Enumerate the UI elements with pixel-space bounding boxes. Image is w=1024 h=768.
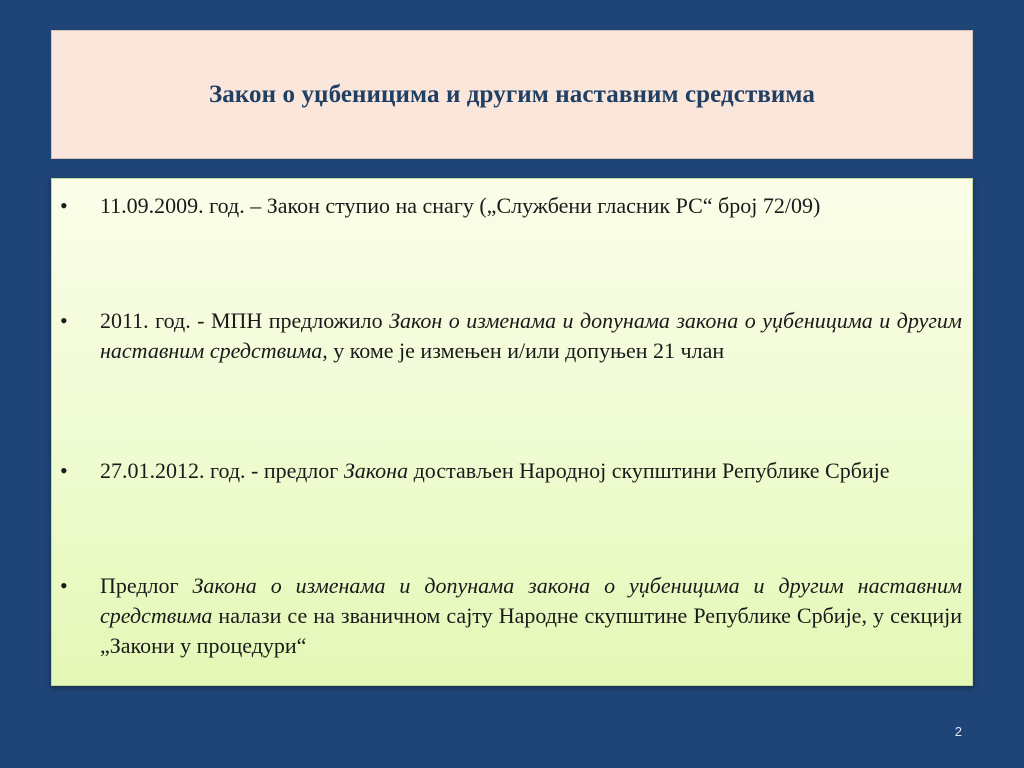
bullet-icon: •: [60, 573, 68, 598]
bullet-text-part: налази се на званичном сајту Народне скупштине Републике Србије, у секцији „Закони у процедури“: [100, 603, 962, 658]
bullet-text-part: достављен Народној скупштини Републике Србије: [408, 458, 890, 483]
bullet-text-part: Предлог: [100, 573, 193, 598]
bullet-text-part: 2011. год. - МПН предложило: [100, 308, 390, 333]
bullet-text-part: 27.01.2012. год. - предлог: [100, 458, 344, 483]
bullet-text-italic-part: Закона о изменама и допунама закона о уџбеницима и другим наставним средствима: [100, 573, 962, 628]
slide-number: 2: [954, 724, 962, 739]
bullet-icon: •: [60, 458, 68, 483]
bullet-text: [100, 571, 962, 661]
bullet-text: [100, 456, 962, 486]
slide-title: Закон о уџбеницима и другим наставним средствима: [208, 80, 815, 108]
bullet-text-part: 11.09.2009. год. – Закон ступио на снагу („Службени гласник РС“ број 72/09): [100, 193, 821, 218]
bullet-text: [100, 306, 962, 366]
bullet-text: [100, 191, 962, 221]
bullet-text-italic-part: Закон о изменама и допунама закона о уџбеницима и другим наставним средствима: [100, 308, 962, 363]
bullet-text-part: , у коме је измењен и/или допуњен 21 члан: [322, 338, 725, 363]
content-box: [51, 178, 973, 686]
title-box: [51, 30, 973, 159]
bullet-text-italic-part: Закона: [343, 458, 409, 483]
bullet-icon: •: [60, 308, 68, 333]
bullet-icon: •: [60, 193, 68, 218]
